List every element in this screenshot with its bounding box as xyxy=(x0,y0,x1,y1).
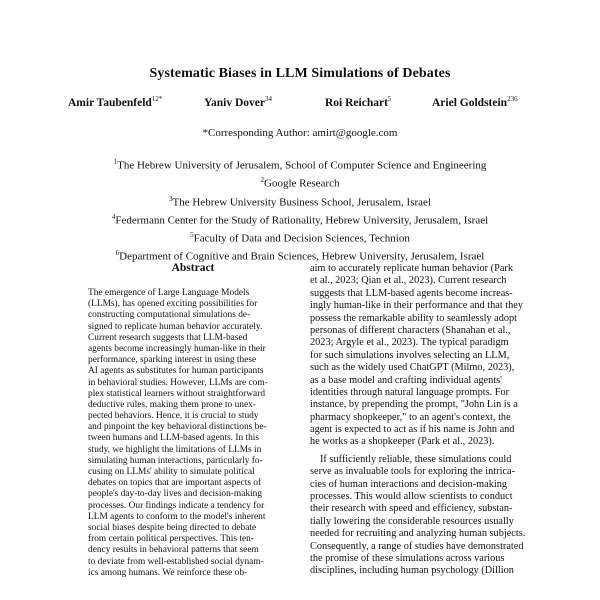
author-name: Ariel Goldstein xyxy=(432,96,508,109)
affiliations-list xyxy=(0,155,600,265)
text-line: and pinpoint the key behavioral distinctions be- xyxy=(88,422,267,433)
text-line: possess the remarkable ability to seamlessly adopt xyxy=(310,312,518,324)
affiliation: $^5$Faculty of Data and Decision Sciences, Technion xyxy=(190,231,410,245)
text-line: constructing computational simulations de- xyxy=(88,310,251,321)
text-line: pharmacy shopkeeper," to an agent's context, the xyxy=(310,411,511,423)
text-line: the promise of these simulations across various xyxy=(310,552,505,564)
text-line: agent is expected to act as if his name is John and xyxy=(310,424,515,436)
text-line: ics among humans. We reinforce these ob- xyxy=(88,567,248,578)
affiliation: $^1$The Hebrew University of Jerusalem, School of Computer Science and Engineering xyxy=(113,158,487,172)
text-line: (LLMs), has opened exciting possibilities for xyxy=(88,299,258,310)
text-line: to deviate from well-established social dynam- xyxy=(88,556,264,567)
text-line: signed to replicate human behavior accurately. xyxy=(88,321,263,332)
text-line: social biases despite being directed to debate xyxy=(88,522,257,533)
author-name: Amir Taubenfeld xyxy=(68,96,152,109)
text-line: their research with speed and efficiency, substan- xyxy=(310,503,513,515)
author-affiliation-marks: 12* xyxy=(151,95,163,103)
text-line: cusing on LLMs' ability to simulate political xyxy=(88,467,255,477)
text-line: from certain political perspectives. This ten- xyxy=(88,534,254,545)
text-line: ingly human-like in their performance and that they xyxy=(310,300,524,312)
text-line: deductive rules, making them prone to unex- xyxy=(88,399,256,410)
text-line: such as the widely used ChatGPT (Milmo, 2023), xyxy=(310,362,515,374)
text-line: agents become increasingly human-like in their xyxy=(88,343,266,354)
text-line: for such simulations involves selecting an LLM, xyxy=(310,349,510,361)
affiliation: $^4$Federmann Center for the Study of Rationality, Hebrew University, Jerusalem, Israel xyxy=(111,212,489,227)
text-line: If sufficiently reliable, these simulations could xyxy=(320,453,512,465)
text-line: processes. This would allow scientists to conduct xyxy=(310,491,513,503)
text-line: tially lowering the considerable resources usually xyxy=(310,515,514,527)
text-line: disciplines, including human psychology (Dillion xyxy=(310,565,514,577)
text-line: AI agents as substitutes for human participants xyxy=(88,366,264,377)
text-line: instance, by prepending the prompt, "John Lin is a xyxy=(310,399,518,411)
paper-title: Systematic Biases in LLM Simulations of Debates xyxy=(149,66,451,81)
author-affiliation-marks: 236 xyxy=(507,95,518,103)
text-line: tween humans and LLM-based agents. In this xyxy=(88,433,260,444)
author-4 xyxy=(432,95,518,109)
affiliation: $^2$Google Research xyxy=(260,176,340,190)
text-line: Consequently, a range of studies have demonstrated xyxy=(310,540,524,552)
author-3 xyxy=(325,95,391,109)
text-line: simulating human interactions, particularly fo- xyxy=(88,455,263,466)
affiliation: $^3$The Hebrew University Business School, Jerusalem, Israel xyxy=(169,194,431,209)
text-line: 2023; Argyle et al., 2023). The typical paradigm xyxy=(310,337,509,349)
text-line: processes. Our findings indicate a tendency for xyxy=(88,500,265,511)
author-1 xyxy=(68,95,162,109)
intro-body xyxy=(310,263,532,578)
text-line: debates on topics that are important aspects of xyxy=(88,478,262,489)
text-line: people's day-to-day lives and decision-making xyxy=(88,489,263,500)
text-line: suggests that LLM-based agents become increas- xyxy=(310,287,513,299)
text-line: he works as a shopkeeper (Park et al., 2023). xyxy=(310,436,495,448)
author-name: Yaniv Dover xyxy=(204,96,266,109)
author-affiliation-marks: 34 xyxy=(265,95,273,103)
text-line: The emergence of Large Language Models xyxy=(88,288,250,298)
abstract-heading: Abstract xyxy=(171,262,215,274)
text-line: serve as invaluable tools for exploring the intrica- xyxy=(310,466,516,478)
text-line: aim to accurately replicate human behavior (Park xyxy=(310,263,513,274)
text-line: Current research suggests that LLM-based xyxy=(88,332,248,343)
corresponding-author: *Corresponding Author: amirt@google.com xyxy=(202,127,398,139)
text-line: et al., 2023; Qian et al., 2023). Current research xyxy=(310,275,507,287)
text-line: plex statistical learners without straightforward xyxy=(88,388,266,399)
text-line: dency results in behavioral patterns that seem xyxy=(88,545,259,556)
author-affiliation-marks: 5 xyxy=(387,95,392,103)
text-line: identities through natural language prompts. For xyxy=(310,386,510,398)
text-line: needed for recruiting and analyzing human subjects. xyxy=(310,528,526,540)
text-line: personas of different characters (Shanahan et al., xyxy=(310,324,511,336)
text-line: pected behaviors. Hence, it is crucial to study xyxy=(88,411,259,422)
abstract-body xyxy=(88,288,298,579)
text-line: as a base model and crafting individual agents' xyxy=(310,374,503,386)
text-line: LLM agents to conform to the model's inherent xyxy=(88,511,266,522)
affiliation: $^6$Department of Cognitive and Brain Sciences, Hebrew University, Jerusalem, Israel xyxy=(115,249,485,263)
text-line: in behavioral studies. However, LLMs are com- xyxy=(88,377,268,388)
text-line: performance, sparking interest in using these xyxy=(88,355,257,366)
author-2 xyxy=(204,95,272,109)
author-name: Roi Reichart xyxy=(325,96,388,109)
text-line: cies of human interactions and decision-making xyxy=(310,478,508,490)
text-line: study, we highlight the limitations of LLMs in xyxy=(88,444,262,455)
